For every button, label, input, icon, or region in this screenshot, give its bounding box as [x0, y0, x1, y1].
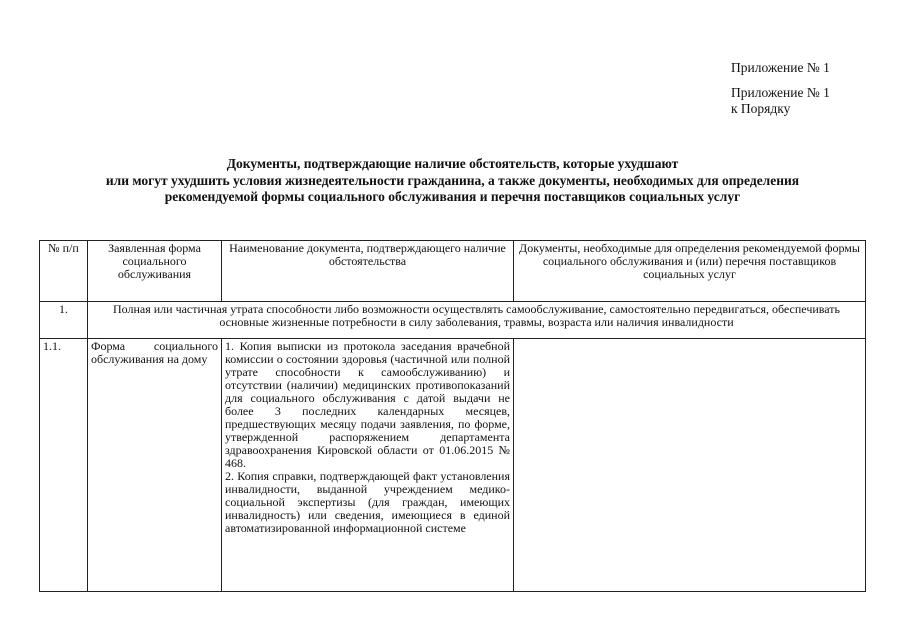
table-header-row	[40, 241, 866, 302]
document-title	[40, 156, 865, 206]
header-form: Заявленная форма социального обслуживания	[88, 241, 222, 302]
documents-table	[39, 240, 866, 592]
row-number: 1.1.	[40, 339, 88, 592]
row-form: Форма социального обслуживания на дому	[88, 339, 222, 592]
header-required-documents: Документы, необходимые для определения рекомендуемой формы социального обслуживания и (или) перечня поставщиков социальных услуг	[514, 241, 866, 302]
header-document: Наименование документа, подтверждающего наличие обстоятельства	[222, 241, 514, 302]
section-number: 1.	[40, 302, 88, 339]
table-section-row	[40, 302, 866, 339]
row-documents-list	[225, 340, 510, 590]
document-title-line: или могут ухудшить условия жизнедеятельности гражданина, а также документы, необходимых для определения	[105, 172, 800, 188]
appendix-reference: к Порядку	[731, 101, 791, 116]
section-title: Полная или частичная утрата способности либо возможности осуществлять самообслуживание, самостоятельно передвигаться, обеспечивать основные жизненные потребности в силу заболевания, травмы, возраста или наличия инвалидности	[88, 302, 866, 339]
table-row	[40, 339, 866, 592]
document-item: 1. Копия выписки из протокола заседания врачебной комиссии о состоянии здоровья (частичной или полной утрате способности к самообслуживанию) и отсутствии (наличии) медицинских противопоказаний для социального обслуживания с датой выдачи не более 3 последних календарных месяцев, предшествующих месяцу подачи заявления, по форме, утвержденной распоряжением департамента здравоохранения Кировской области от 01.06.2015 № 468.	[225, 340, 510, 470]
row-required-documents	[514, 339, 866, 592]
appendix-label: Приложение № 1	[731, 85, 830, 100]
document-title-line: рекомендуемой формы социального обслуживания и перечня поставщиков социальных услуг	[164, 189, 741, 204]
appendix-label: Приложение № 1	[731, 60, 830, 75]
header-number: № п/п	[40, 241, 88, 302]
row-documents	[222, 339, 514, 592]
document-title-line: Документы, подтверждающие наличие обстоятельств, которые ухудшают	[226, 156, 679, 171]
document-item: 2. Копия справки, подтверждающей факт установления инвалидности, выданной учреждением медико-социальной экспертизы (для граждан, имеющих инвалидность) или сведения, имеющиеся в единой автоматизированной информационной системе	[225, 469, 510, 535]
